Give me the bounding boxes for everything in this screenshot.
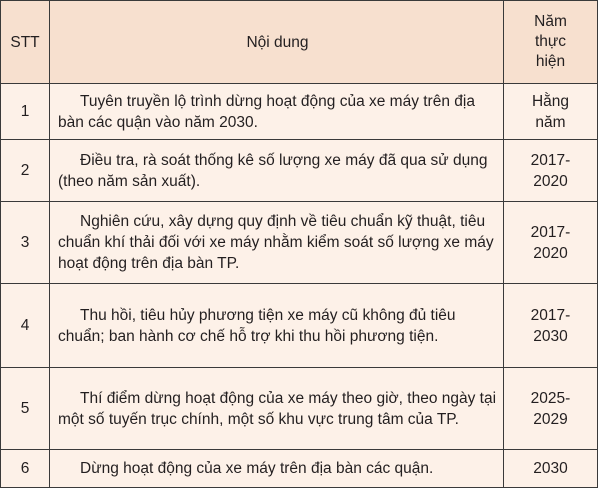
row-content-cell (50, 450, 504, 488)
row-year: 2017- 2030 (504, 284, 598, 368)
row-content: Tuyên truyền lộ trình dừng hoạt động của xe máy trên địa bàn các quận vào năm 2030. (58, 92, 475, 131)
row-stt: 6 (1, 450, 50, 488)
row-stt: 3 (1, 202, 50, 284)
row-content-cell (50, 140, 504, 202)
table-row (1, 450, 598, 488)
table-row (1, 284, 598, 368)
table-row (1, 202, 598, 284)
row-stt: 1 (1, 84, 50, 140)
row-content-cell (50, 368, 504, 450)
row-content: Dừng hoạt động của xe máy trên địa bàn các quận. (80, 460, 434, 477)
row-year: Hằng năm (504, 84, 598, 140)
row-content-cell (50, 84, 504, 140)
table-row (1, 140, 598, 202)
row-stt: 5 (1, 368, 50, 450)
row-year: 2030 (504, 450, 598, 488)
header-content: Nội dung (50, 1, 504, 84)
row-content: Thí điểm dừng hoạt động của xe máy theo giờ, theo ngày tại một số tuyến trục chính, một số khu vực trung tâm của TP. (58, 389, 497, 428)
row-year: 2025- 2029 (504, 368, 598, 450)
table-row (1, 84, 598, 140)
header-row (1, 1, 598, 84)
table-row (1, 368, 598, 450)
row-content-cell (50, 284, 504, 368)
row-content-cell (50, 202, 504, 284)
row-stt: 4 (1, 284, 50, 368)
header-year: Năm thực hiện (504, 1, 598, 84)
row-year: 2017- 2020 (504, 202, 598, 284)
row-year: 2017- 2020 (504, 140, 598, 202)
row-content: Nghiên cứu, xây dựng quy định về tiêu chuẩn kỹ thuật, tiêu chuẩn khí thải đối với xe máy nhằm kiểm soát số lượng xe máy hoạt động trên địa bàn TP. (58, 213, 494, 272)
row-content: Điều tra, rà soát thống kê số lượng xe máy đã qua sử dụng (theo năm sản xuất). (58, 151, 488, 190)
row-content: Thu hồi, tiêu hủy phương tiện xe máy cũ không đủ tiêu chuẩn; ban hành cơ chế hỗ trợ khi thu hồi phương tiện. (58, 306, 456, 345)
header-stt: STT (1, 1, 50, 84)
row-stt: 2 (1, 140, 50, 202)
